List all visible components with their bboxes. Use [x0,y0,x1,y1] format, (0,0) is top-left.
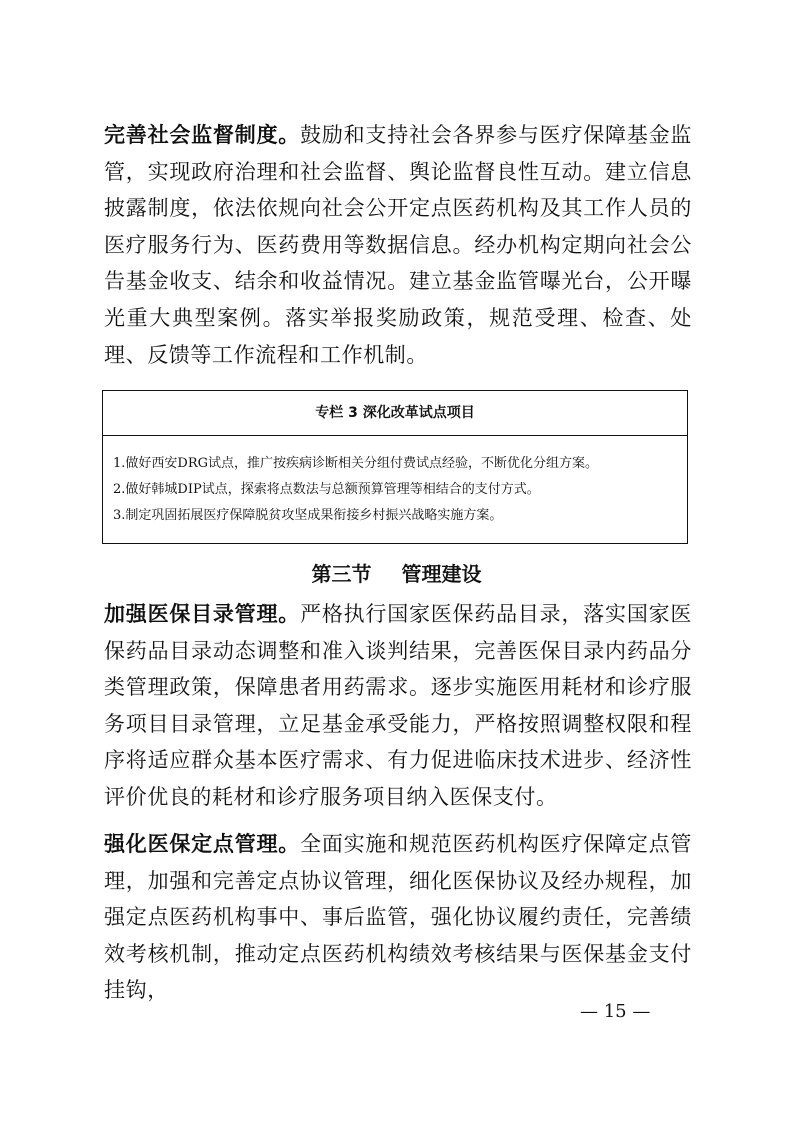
paragraph-body: 全面实施和规范医药机构医疗保障定点管理，加强和完善定点协议管理，细化医保协议及经办规程，加强定点医药机构事中、事后监管，强化协议履约责任，完善绩效考核机制，推动定点医药机构绩效考核结果与医保基金支付挂钩， [104,832,692,1003]
page-number: — 15 — [580,1001,651,1022]
special-column-box [102,390,688,544]
box-item: 1.做好西安DRG试点，推广按疾病诊断相关分组付费试点经验，不断优化分组方案。 [113,456,598,471]
box-item: 3.制定巩固拓展医疗保障脱贫攻坚成果衔接乡村振兴战略实施方案。 [113,508,503,523]
paragraph-body: 严格执行国家医保药品目录，落实国家医保药品目录动态调整和准入谈判结果，完善医保目录内药品分类管理政策，保障患者用药需求。逐步实施医用耗材和诊疗服务项目目录管理，立足基金承受能力，严格按照调整权限和程序将适应群众基本医疗需求、有力促进临床技术进步、经济性评价优良的耗材和诊疗服务项目纳入医保支付。 [104,602,692,809]
section-number: 第三节 [311,562,372,586]
box-item-list [113,451,679,529]
box-title: 专栏 3 深化改革试点项目 [103,391,687,436]
paragraph-lead: 加强医保目录管理。 [104,602,301,626]
paragraph-lead: 完善社会监督制度。 [104,123,301,147]
paragraph-social-supervision [104,117,692,373]
paragraph-lead: 强化医保定点管理。 [104,832,301,856]
paragraph-catalog-management [104,596,692,816]
box-item: 2.做好韩城DIP试点，探索将点数法与总额预算管理等相结合的支付方式。 [113,482,540,497]
paragraph-body: 鼓励和支持社会各界参与医疗保障基金监管，实现政府治理和社会监督、舆论监督良性互动。建立信息披露制度，依法依规向社会公开定点医药机构及其工作人员的医疗服务行为、医药费用等数据信息。经办机构定期向社会公告基金收支、结余和收益情况。建立基金监管曝光台，公开曝光重大典型案例。落实举报奖励政策，规范受理、检查、处理、反馈等工作流程和工作机制。 [104,123,692,367]
paragraph-designated-management [104,826,692,1009]
section-title: 管理建设 [401,562,482,586]
section-heading [0,560,793,588]
